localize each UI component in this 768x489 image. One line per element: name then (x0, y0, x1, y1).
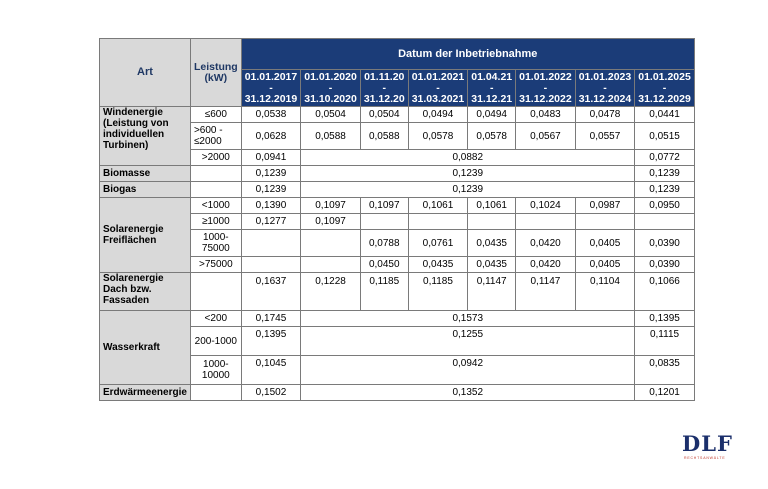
value-cell: 0,1097 (301, 214, 361, 230)
value-cell: 0,1637 (241, 273, 301, 311)
art-solar-freiflaechen: Solarenergie Freiflächen (100, 198, 191, 273)
value-cell: 0,0515 (635, 123, 695, 150)
empty-cell (301, 230, 361, 257)
value-cell: 0,1239 (241, 182, 301, 198)
value-cell: 0,0941 (241, 150, 301, 166)
value-cell: 0,0420 (516, 257, 576, 273)
leistung-cell: >600 - ≤2000 (190, 123, 241, 150)
header-art: Art (100, 39, 191, 107)
value-cell: 0,0578 (408, 123, 468, 150)
empty-cell (408, 214, 468, 230)
value-cell: 0,0483 (516, 107, 576, 123)
merged-value-cell: 0,0942 (301, 356, 635, 385)
value-cell: 0,0950 (635, 198, 695, 214)
value-cell: 0,0504 (360, 107, 408, 123)
leistung-cell (190, 182, 241, 198)
value-cell: 0,1147 (468, 273, 516, 311)
empty-cell (468, 214, 516, 230)
value-cell: 0,0504 (301, 107, 361, 123)
value-cell: 0,1390 (241, 198, 301, 214)
merged-value-cell: 0,1573 (301, 311, 635, 327)
period-4: 01.01.2021 - 31.03.2021 (408, 70, 468, 107)
period-1: 01.01.2017 - 31.12.2019 (241, 70, 301, 107)
empty-cell (635, 214, 695, 230)
table-row (100, 385, 695, 401)
period-5: 01.04.21 - 31.12.21 (468, 70, 516, 107)
value-cell: 0,0987 (575, 198, 635, 214)
value-cell: 0,1115 (635, 327, 695, 356)
value-cell: 0,1228 (301, 273, 361, 311)
value-cell: 0,1239 (241, 166, 301, 182)
period-7: 01.01.2023 - 31.12.2024 (575, 70, 635, 107)
leistung-cell (190, 273, 241, 311)
value-cell: 0,0420 (516, 230, 576, 257)
value-cell: 0,0557 (575, 123, 635, 150)
value-cell: 0,1061 (468, 198, 516, 214)
value-cell: 0,1239 (635, 166, 695, 182)
merged-value-cell: 0,1352 (301, 385, 635, 401)
period-2: 01.01.2020 - 31.10.2020 (301, 70, 361, 107)
value-cell: 0,0772 (635, 150, 695, 166)
merged-value-cell: 0,0882 (301, 150, 635, 166)
art-biogas: Biogas (100, 182, 191, 198)
dlf-logo (682, 433, 738, 463)
leistung-cell: 1000-10000 (190, 356, 241, 385)
art-erdwaerme: Erdwärmeenergie (100, 385, 191, 401)
header-datum: Datum der Inbetriebnahme (241, 39, 694, 70)
leistung-cell: 200-1000 (190, 327, 241, 356)
value-cell: 0,0450 (360, 257, 408, 273)
value-cell: 0,1277 (241, 214, 301, 230)
value-cell: 0,0435 (468, 257, 516, 273)
value-cell: 0,1045 (241, 356, 301, 385)
header-leistung: Leistung (kW) (190, 39, 241, 107)
value-cell: 0,0538 (241, 107, 301, 123)
value-cell: 0,0478 (575, 107, 635, 123)
empty-cell (241, 230, 301, 257)
art-biomasse: Biomasse (100, 166, 191, 182)
value-cell: 0,0390 (635, 230, 695, 257)
value-cell: 0,0567 (516, 123, 576, 150)
period-3: 01.11.20 - 31.12.20 (360, 70, 408, 107)
leistung-cell (190, 385, 241, 401)
empty-cell (516, 214, 576, 230)
leistung-cell: <200 (190, 311, 241, 327)
value-cell: 0,0835 (635, 356, 695, 385)
empty-cell (241, 257, 301, 273)
value-cell: 0,1239 (635, 182, 695, 198)
logo-subtext: RECHTSANWÄLTE (684, 456, 726, 460)
value-cell: 0,1502 (241, 385, 301, 401)
art-solar-dach: Solarenergie Dach bzw. Fassaden (100, 273, 191, 311)
value-cell: 0,0435 (408, 257, 468, 273)
value-cell: 0,1185 (360, 273, 408, 311)
empty-cell (575, 214, 635, 230)
leistung-cell: 1000-75000 (190, 230, 241, 257)
leistung-cell: <1000 (190, 198, 241, 214)
table-row (100, 182, 695, 198)
leistung-cell: >2000 (190, 150, 241, 166)
table-row (100, 107, 695, 123)
value-cell: 0,0494 (408, 107, 468, 123)
leistung-cell (190, 166, 241, 182)
period-6: 01.01.2022 - 31.12.2022 (516, 70, 576, 107)
value-cell: 0,1201 (635, 385, 695, 401)
value-cell: 0,0441 (635, 107, 695, 123)
value-cell: 0,0761 (408, 230, 468, 257)
leistung-cell: ≤600 (190, 107, 241, 123)
empty-cell (301, 257, 361, 273)
table-row (100, 166, 695, 182)
value-cell: 0,0588 (301, 123, 361, 150)
value-cell: 0,1395 (241, 327, 301, 356)
value-cell: 0,1395 (635, 311, 695, 327)
leistung-cell: >75000 (190, 257, 241, 273)
value-cell: 0,0578 (468, 123, 516, 150)
table-row (100, 311, 695, 327)
table-row (100, 273, 695, 311)
table-row (100, 198, 695, 214)
value-cell: 0,1097 (301, 198, 361, 214)
value-cell: 0,1097 (360, 198, 408, 214)
merged-value-cell: 0,1255 (301, 327, 635, 356)
value-cell: 0,0405 (575, 257, 635, 273)
value-cell: 0,0628 (241, 123, 301, 150)
value-cell: 0,0494 (468, 107, 516, 123)
art-wasserkraft: Wasserkraft (100, 311, 191, 385)
art-windenergie: Windenergie (Leistung von individuellen Turbinen) (100, 107, 191, 166)
value-cell: 0,1104 (575, 273, 635, 311)
tariff-table (99, 38, 695, 401)
logo-text: DLF (682, 431, 733, 456)
value-cell: 0,1745 (241, 311, 301, 327)
period-8: 01.01.2025 - 31.12.2029 (635, 70, 695, 107)
leistung-cell: ≥1000 (190, 214, 241, 230)
value-cell: 0,0588 (360, 123, 408, 150)
empty-cell (360, 214, 408, 230)
value-cell: 0,1024 (516, 198, 576, 214)
value-cell: 0,0435 (468, 230, 516, 257)
value-cell: 0,1061 (408, 198, 468, 214)
value-cell: 0,1185 (408, 273, 468, 311)
value-cell: 0,0405 (575, 230, 635, 257)
merged-value-cell: 0,1239 (301, 182, 635, 198)
value-cell: 0,1066 (635, 273, 695, 311)
merged-value-cell: 0,1239 (301, 166, 635, 182)
value-cell: 0,0390 (635, 257, 695, 273)
value-cell: 0,1147 (516, 273, 576, 311)
value-cell: 0,0788 (360, 230, 408, 257)
